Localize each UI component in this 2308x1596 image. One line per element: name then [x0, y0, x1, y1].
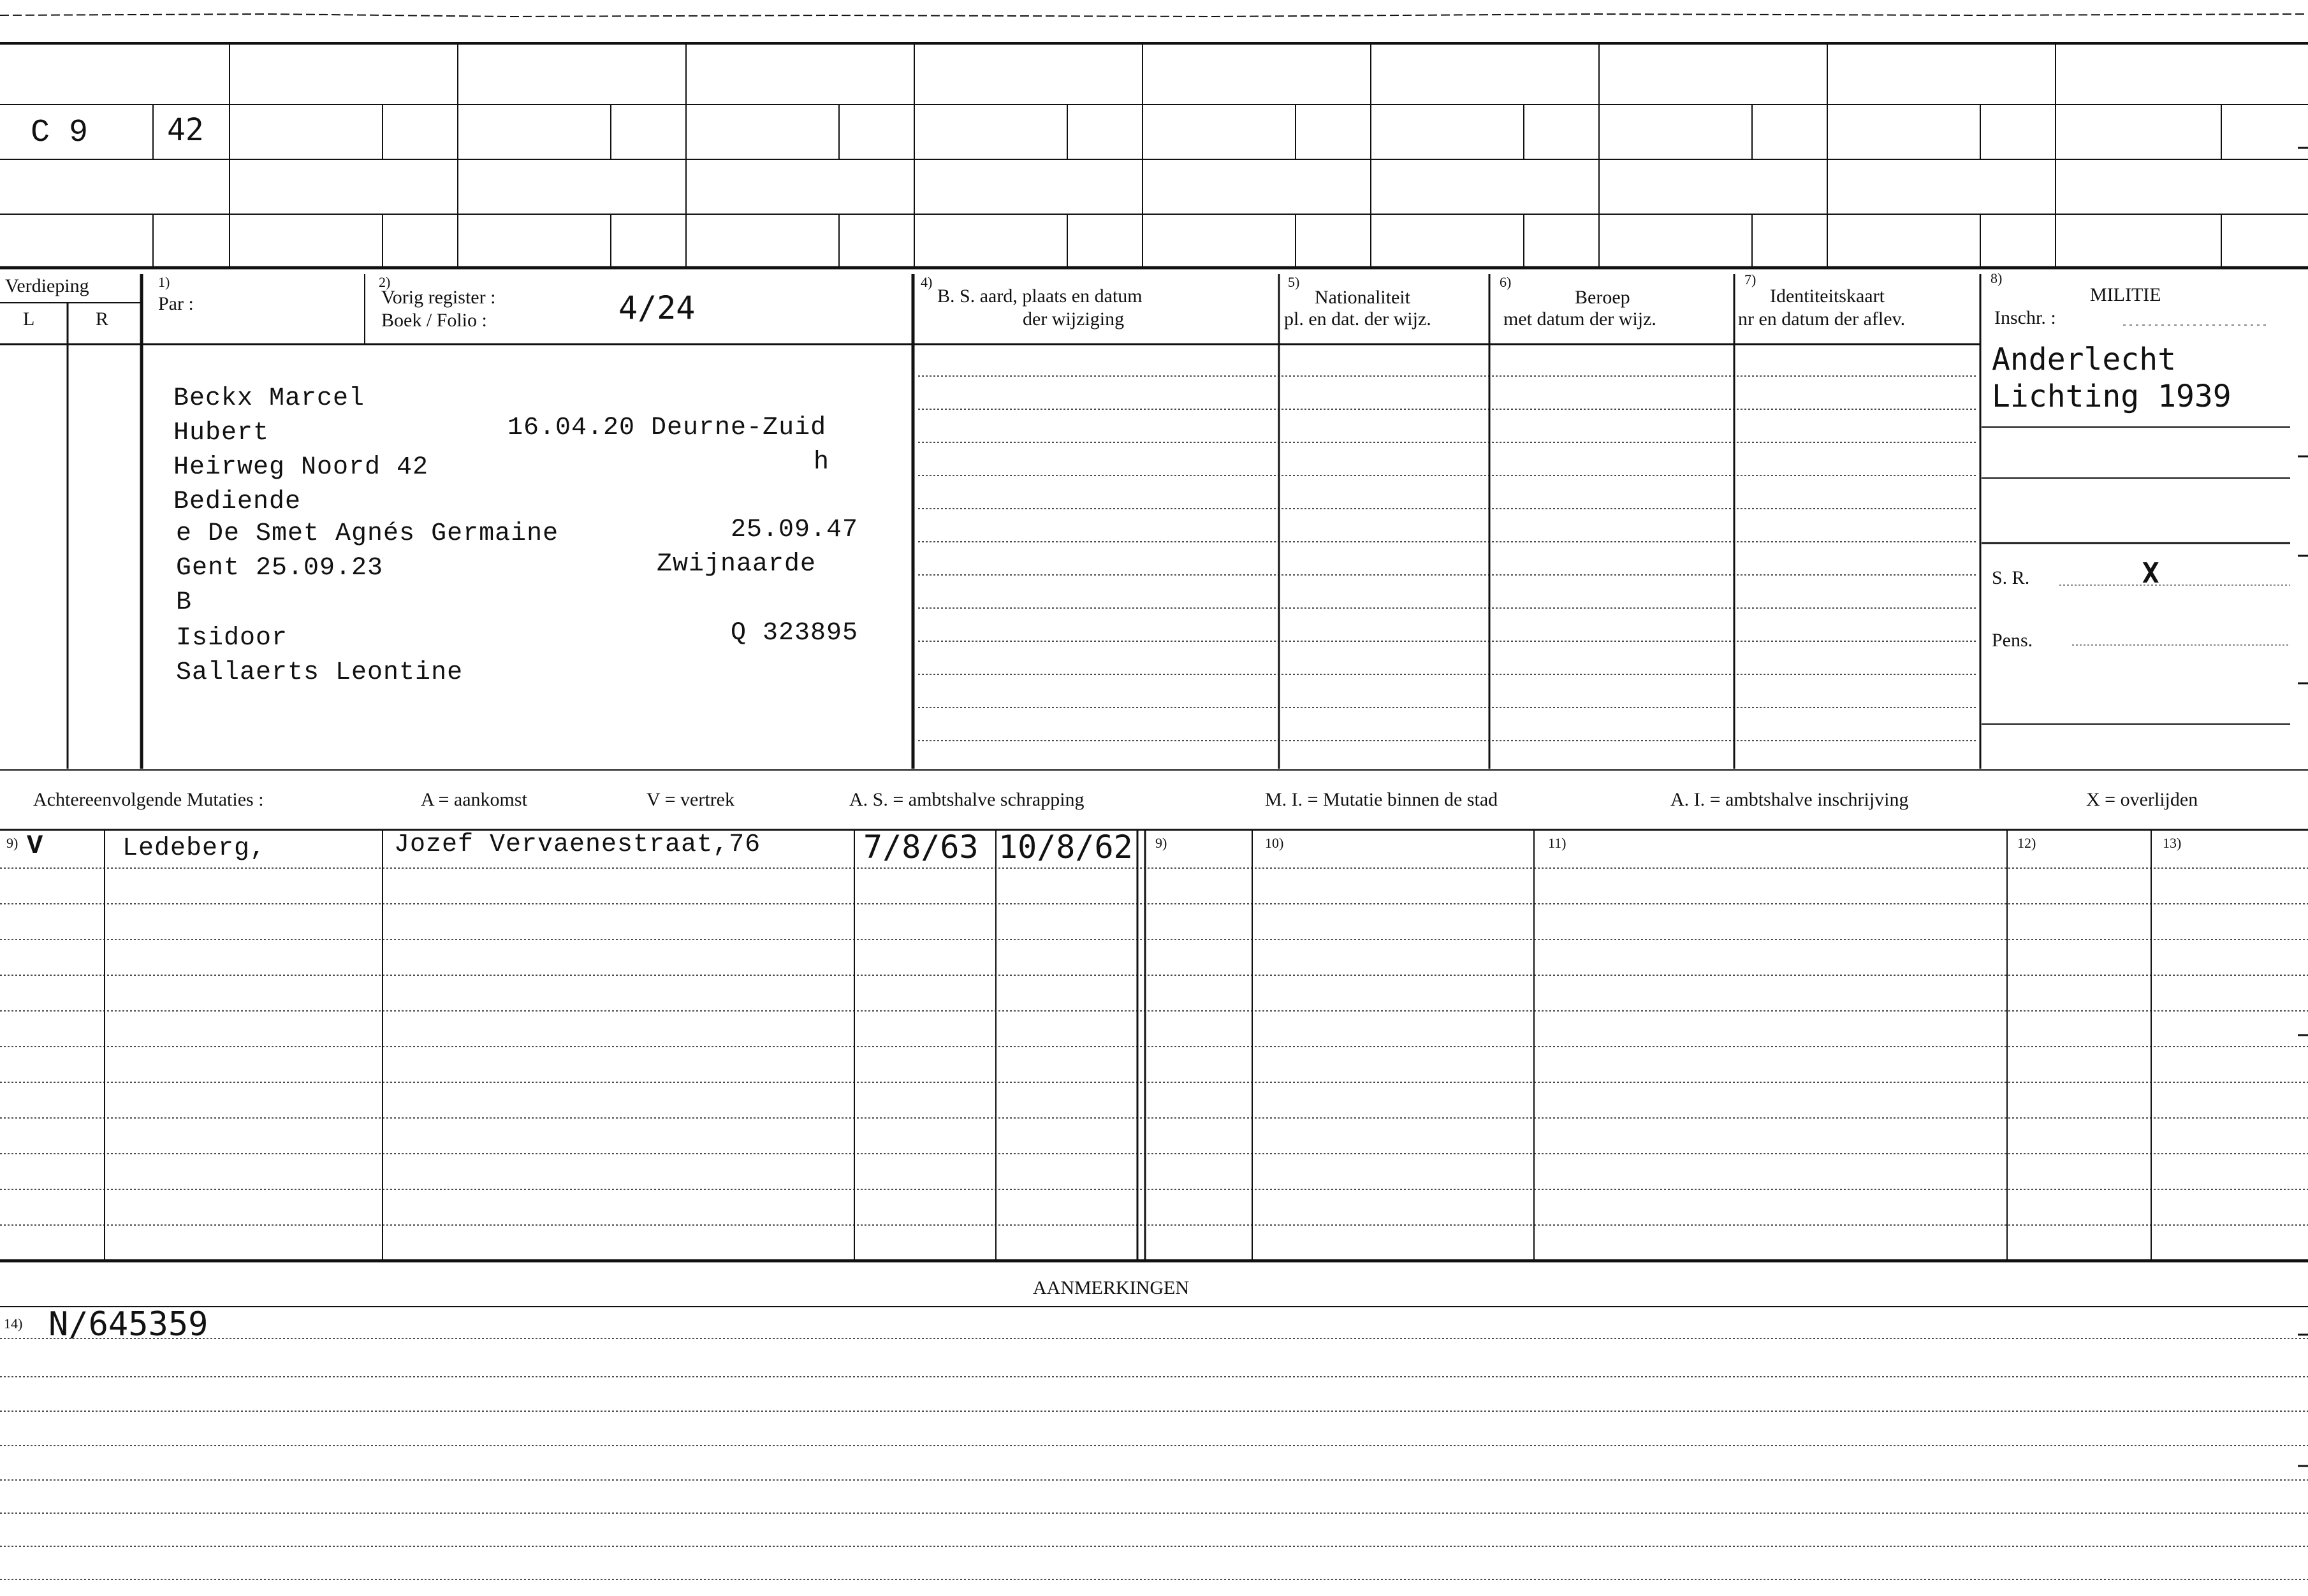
row-number: 42 [167, 112, 204, 148]
mutation-date-2: 10/8/62 [998, 829, 1133, 866]
note-14: 14) [4, 1316, 23, 1331]
spouse-name: e De Smet Agnés Germaine [176, 519, 559, 548]
mutation-place: Ledeberg, [122, 834, 267, 863]
sr-label: S. R. [1992, 567, 2030, 588]
militie-lichting: Lichting 1939 [1992, 379, 2231, 414]
col-10-label: 10) [1265, 835, 1284, 851]
father-name: Isidoor [176, 624, 288, 653]
legend-overlijden: X = overlijden [2086, 789, 2198, 810]
mother-name: Sallaerts Leontine [176, 658, 464, 687]
beroep-line2: met datum der wijz. [1503, 308, 1656, 330]
col-12-label: 12) [2017, 835, 2036, 851]
identiteitskaart-line2: nr en datum der aflev. [1738, 308, 1906, 330]
nationaliteit-line1: Nationaliteit [1315, 287, 1410, 308]
col-11-label: 11) [1548, 835, 1567, 851]
par-label: Par : [158, 293, 194, 314]
bs-header-line1: B. S. aard, plaats en datum [937, 286, 1143, 307]
legend-vertrek: V = vertrek [646, 789, 734, 810]
boek-folio-value: 4/24 [618, 289, 696, 326]
legend-mutatie-stad: M. I. = Mutatie binnen de stad [1265, 789, 1498, 810]
militie-place: Anderlecht [1992, 342, 2176, 377]
address: Heirweg Noord 42 [173, 453, 429, 482]
pens-label: Pens. [1992, 630, 2033, 651]
note-8: 8) [1990, 270, 2003, 286]
militie-label: MILITIE [2090, 284, 2161, 305]
mutation-street: Jozef Vervaenestraat,76 [394, 831, 761, 859]
legend-ambtshalve-inschrijving: A. I. = ambtshalve inschrijving [1670, 789, 1909, 810]
nationaliteit-line2: pl. en dat. der wijz. [1284, 308, 1431, 330]
bs-header-line2: der wijziging [1023, 308, 1125, 330]
legend-aankomst: A = aankomst [421, 789, 527, 810]
note-2: 2) [379, 274, 391, 290]
note-4: 4) [921, 274, 933, 290]
sr-value: X [2142, 557, 2159, 590]
marriage-place: Zwijnaarde [657, 550, 817, 579]
col-9-label: 9) [1155, 835, 1167, 851]
note-5: 5) [1288, 274, 1300, 290]
note-6: 6) [1500, 274, 1512, 290]
remarks-title: AANMERKINGEN [1033, 1277, 1189, 1298]
spouse-birth: Gent 25.09.23 [176, 554, 384, 583]
mutation-date-1: 7/8/63 [863, 829, 979, 866]
col-13-label: 13) [2163, 835, 2182, 851]
row-code: C 9 [31, 115, 89, 151]
note-1: 1) [158, 274, 170, 290]
identiteitskaart-line1: Identiteitskaart [1770, 286, 1885, 307]
boek-folio-label: Boek / Folio : [381, 310, 487, 331]
vorig-register-label: Vorig register : [381, 287, 496, 308]
legend-title: Achtereenvolgende Mutaties : [33, 789, 264, 810]
col-l-label: L [23, 308, 35, 330]
col-r-label: R [96, 308, 109, 330]
legend-ambtshalve-schrapping: A. S. = ambtshalve schrapping [849, 789, 1085, 810]
note-9: 9) [6, 835, 18, 851]
person-second-name: Hubert [173, 419, 270, 447]
beroep-line1: Beroep [1575, 287, 1630, 308]
person-name: Beckx Marcel [173, 384, 365, 413]
marker-b: B [176, 588, 193, 617]
note-7: 7) [1744, 272, 1757, 287]
marriage-date: 25.09.47 [731, 516, 859, 544]
id-card-number: Q 323895 [731, 619, 859, 648]
verdieping-label: Verdieping [5, 275, 89, 296]
inschr-label: Inschr. : [1994, 307, 2056, 328]
birth-date-place: 16.04.20 Deurne-Zuid [508, 414, 827, 442]
mutation-type: V [27, 831, 43, 861]
profession: Bediende [173, 488, 302, 516]
sex: h [814, 448, 830, 477]
remarks-value: N/645359 [48, 1305, 208, 1344]
